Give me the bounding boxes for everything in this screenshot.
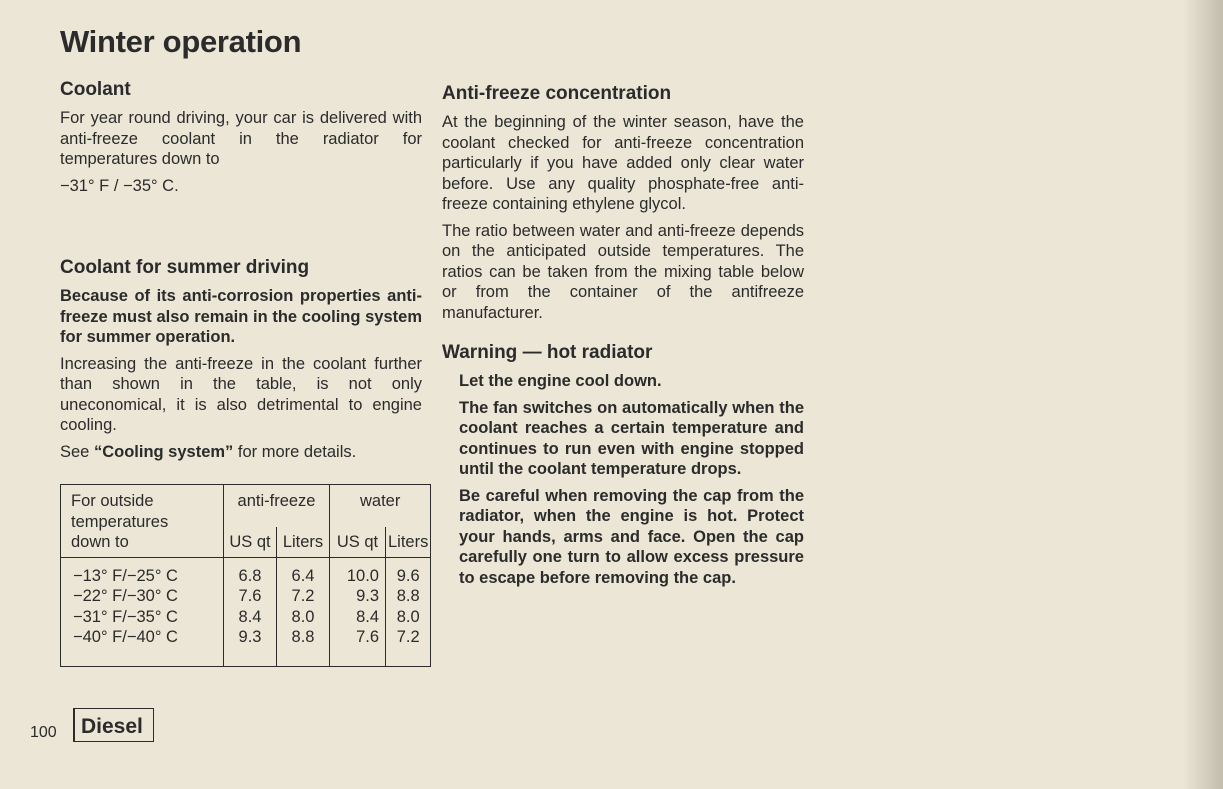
w-l-cell: 8.8 [386,586,431,607]
w-l-cell: 7.2 [386,627,431,666]
unit-usqt: US qt [330,527,386,557]
mixing-table [60,484,431,667]
summer-heading: Coolant for summer driving [60,257,310,278]
warning-text-2: The fan switches on automatically when the coolant reaches a certain temperature and continues to run even with engine stopped until the coolant temperature drops. [459,398,804,478]
af-l-cell: 8.0 [277,607,330,628]
coolant-temperature: −31° F / −35° C. [60,176,179,195]
summer-bold-text: Because of its anti-corrosion properties anti-freeze must also remain in the cooling system for summer operation. [60,287,422,346]
table-row [61,607,431,628]
af-l-cell: 7.2 [277,586,330,607]
table-header-row [61,485,431,528]
unit-liters: Liters [277,527,330,557]
w-qt-cell: 7.6 [330,627,386,666]
concentration-heading: Anti-freeze concentration [442,83,672,104]
w-qt-cell: 8.4 [330,607,386,628]
header-line: For outside [71,492,154,510]
summer-text: Increasing the anti-freeze in the coolant further than shown in the table, is not only uneconomical, it is also detrimental to engine cooling. [60,354,422,434]
af-l-cell: 6.4 [277,557,330,586]
header-line: down to [71,533,129,551]
w-qt-cell: 9.3 [330,586,386,607]
see-suffix: for more details. [233,442,357,461]
page-title: Winter operation [60,24,302,59]
table-row [61,586,431,607]
unit-usqt: US qt [224,527,277,557]
temp-cell: −40° F/−40° C [73,628,178,646]
water-header: water [330,485,431,528]
see-reference [60,442,422,463]
af-qt-cell: 7.6 [224,586,277,607]
concentration-text-2: The ratio between water and anti-freeze depends on the anticipated outside temperatures. The ratios can be taken from the mixing table below or from the container of the antifreeze manufacturer. [442,221,804,322]
concentration-text-1: At the beginning of the winter season, have the coolant checked for anti-freeze concentration particularly if you have added only clear water before. Use any quality phosphate-free anti-freeze containing ethylene glycol. [442,113,804,213]
temperature-column-header [61,485,224,558]
warning-text-3: Be careful when removing the cap from the radiator, when the engine is hot. Protect your hands, arms and face. Open the cap carefully one turn to allow excess pressure to escape before removing the cap. [459,486,804,587]
w-l-cell: 9.6 [386,557,431,586]
coolant-heading: Coolant [60,79,131,100]
af-qt-cell: 9.3 [224,627,277,666]
section-badge: Diesel [73,708,154,742]
coolant-text: For year round driving, your car is delivered with anti-freeze coolant in the radiator for temperatures down to [60,109,422,168]
af-l-cell: 8.8 [277,627,330,666]
antifreeze-header: anti-freeze [224,485,330,528]
warning-text-1: Let the engine cool down. [459,372,662,390]
left-column [60,78,422,468]
table-row [61,557,431,586]
temp-cell: −22° F/−30° C [73,587,178,605]
page-edge-shadow [1183,0,1223,789]
header-line: temperatures [71,512,169,531]
unit-liters: Liters [386,527,431,557]
w-qt-cell: 10.0 [330,557,386,586]
warning-block [459,371,804,588]
temp-cell: −13° F/−25° C [73,566,178,585]
w-l-cell: 8.0 [386,607,431,628]
af-qt-cell: 8.4 [224,607,277,628]
page-number: 100 [30,724,57,741]
see-prefix: See [60,442,94,461]
warning-heading: Warning — hot radiator [442,342,653,363]
table-row [61,627,431,666]
right-column [442,82,804,594]
af-qt-cell: 6.8 [224,557,277,586]
temp-cell: −31° F/−35° C [73,607,178,626]
see-ref: “Cooling system” [93,442,234,461]
